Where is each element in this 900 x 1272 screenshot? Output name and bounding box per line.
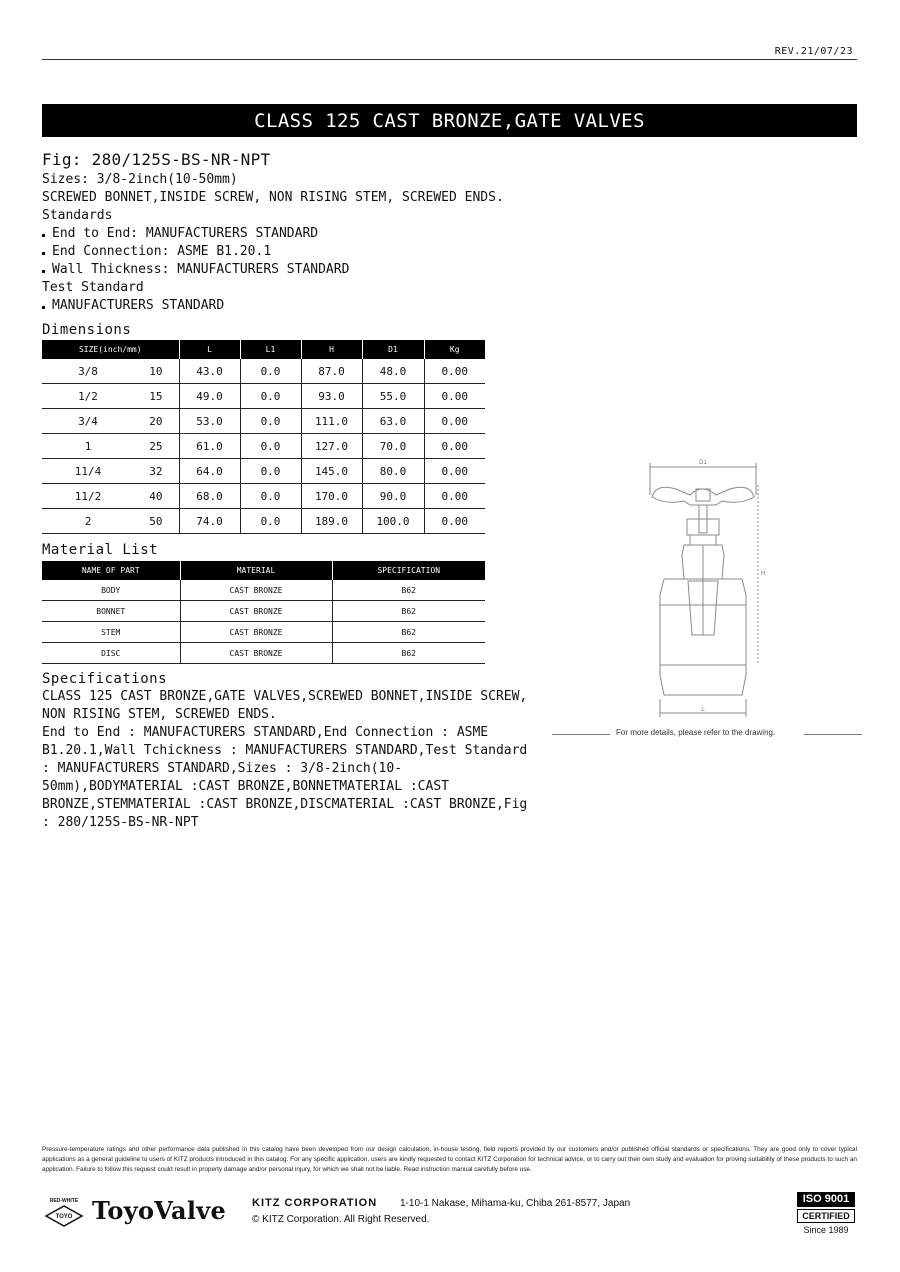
test-standard-heading: Test Standard <box>42 280 144 295</box>
h-label: H <box>761 571 766 577</box>
description-line: SCREWED BONNET,INSIDE SCREW, NON RISING STEM, SCREWED ENDS. <box>42 190 504 205</box>
table-row <box>42 409 485 434</box>
standard-item: End Connection: ASME B1.20.1 <box>42 243 542 261</box>
copyright-text: © KITZ Corporation. All Right Reserved. <box>252 1214 430 1225</box>
cell-spec: B62 <box>332 622 485 643</box>
specifications-summary: CLASS 125 CAST BRONZE,GATE VALVES,SCREWED BONNET,INSIDE SCREW, NON RISING STEM, SCREWED ENDS. <box>42 689 528 722</box>
cell-mm: 32 <box>134 459 179 484</box>
d1-label: D1 <box>699 460 707 466</box>
cell-l1: 0.0 <box>240 509 301 534</box>
cell-h: 111.0 <box>301 409 362 434</box>
cell-inch: 2 <box>42 509 134 534</box>
cell-spec: B62 <box>332 601 485 622</box>
cell-l: 53.0 <box>179 409 240 434</box>
product-header <box>42 150 542 315</box>
brand-name: ToyoValve <box>92 1196 227 1225</box>
cell-kg: 0.00 <box>424 409 485 434</box>
page-title: CLASS 125 CAST BRONZE,GATE VALVES <box>42 104 857 137</box>
test-standard-item: MANUFACTURERS STANDARD <box>42 297 542 315</box>
cell-kg: 0.00 <box>424 434 485 459</box>
table-row <box>42 434 485 459</box>
cell-kg: 0.00 <box>424 509 485 534</box>
cell-part: DISC <box>42 643 180 664</box>
cell-spec: B62 <box>332 643 485 664</box>
specifications-details: End to End : MANUFACTURERS STANDARD,End Connection : ASME B1.20.1,Wall Tchickness : MANUFACTURERS STANDARD,Test Standard : MANUFACTURERS STANDARD,Sizes : 3/8-2inch(10-50mm),BODYMATERIAL :CAST BRONZE,BONNETMATERIAL :CAST BRONZE,STEMMATERIAL :CAST BRONZE,DISCMATERIAL :CAST BRONZE,Fig : 280/125S-BS-NR-NPT <box>42 725 528 830</box>
cell-mm: 10 <box>134 359 179 384</box>
cell-l1: 0.0 <box>240 359 301 384</box>
standard-item: Wall Thickness: MANUFACTURERS STANDARD <box>42 261 542 279</box>
cell-h: 170.0 <box>301 484 362 509</box>
table-row <box>42 580 485 601</box>
cell-material: CAST BRONZE <box>180 601 332 622</box>
cell-d1: 80.0 <box>362 459 424 484</box>
cell-inch: 3/8 <box>42 359 134 384</box>
cell-l: 43.0 <box>179 359 240 384</box>
company-address: 1-10-1 Nakase, Mihama-ku, Chiba 261-8577, Japan <box>400 1198 631 1209</box>
cell-inch: 11/2 <box>42 484 134 509</box>
standards-heading: Standards <box>42 208 113 223</box>
cell-h: 93.0 <box>301 384 362 409</box>
cell-h: 127.0 <box>301 434 362 459</box>
figure-number: Fig: 280/125S-BS-NR-NPT <box>42 150 271 169</box>
column-header-kg: Kg <box>424 340 485 359</box>
table-row <box>42 484 485 509</box>
cell-inch: 1/2 <box>42 384 134 409</box>
column-header-l1: L1 <box>240 340 301 359</box>
specifications-heading: Specifications <box>42 671 168 687</box>
table-row <box>42 643 485 664</box>
cell-d1: 70.0 <box>362 434 424 459</box>
cell-h: 189.0 <box>301 509 362 534</box>
cell-mm: 15 <box>134 384 179 409</box>
material-table <box>42 561 485 664</box>
standard-item: End to End: MANUFACTURERS STANDARD <box>42 225 542 243</box>
table-row <box>42 459 485 484</box>
cell-inch: 1 <box>42 434 134 459</box>
cell-material: CAST BRONZE <box>180 643 332 664</box>
cell-l1: 0.0 <box>240 409 301 434</box>
cell-material: CAST BRONZE <box>180 580 332 601</box>
cell-kg: 0.00 <box>424 459 485 484</box>
specifications-body <box>42 688 542 832</box>
cell-d1: 63.0 <box>362 409 424 434</box>
table-row <box>42 359 485 384</box>
cell-l: 49.0 <box>179 384 240 409</box>
cell-mm: 50 <box>134 509 179 534</box>
cell-part: BODY <box>42 580 180 601</box>
revision-label: REV.21/07/23 <box>774 46 853 57</box>
cell-part: STEM <box>42 622 180 643</box>
column-header-specification: SPECIFICATION <box>332 561 485 580</box>
table-row <box>42 601 485 622</box>
cell-inch: 3/4 <box>42 409 134 434</box>
dimensions-table <box>42 340 485 534</box>
red-white-logo <box>42 1196 86 1232</box>
table-row <box>42 509 485 534</box>
handwheel-shape <box>652 487 754 505</box>
drawing-caption-text: For more details, please refer to the drawing. <box>616 728 776 737</box>
cell-kg: 0.00 <box>424 484 485 509</box>
column-header-material: MATERIAL <box>180 561 332 580</box>
cell-d1: 48.0 <box>362 359 424 384</box>
cell-inch: 11/4 <box>42 459 134 484</box>
drawing-caption <box>552 728 862 740</box>
disclaimer-text: Pressure-temperature ratings and other performance data published in this catalog have been developed from our design calculation, in-house testing, field reports provided by our customers and/or published official standards or specifications. They are good only to cover typical applications as a general guideline to users of KITZ products introduced in this catalog. For any specific application, users are kindly requested to contact KITZ Corporation for technical advice, or to carry out their own study and evaluation for proving suitability of these products to such an application. Failure to follow this request could result in property damage and/or personal injury, for which we shall not be liable. Read instruction manual carefully before use. <box>42 1146 857 1173</box>
column-header-l: L <box>179 340 240 359</box>
cell-d1: 90.0 <box>362 484 424 509</box>
logo-mark-text: TOYO <box>55 1214 73 1220</box>
cell-h: 145.0 <box>301 459 362 484</box>
cell-kg: 0.00 <box>424 359 485 384</box>
top-divider <box>42 59 857 60</box>
dimensions-heading: Dimensions <box>42 322 132 338</box>
column-header-h: H <box>301 340 362 359</box>
valve-drawing <box>632 455 782 725</box>
cell-l: 64.0 <box>179 459 240 484</box>
iso-label: ISO 9001 <box>797 1192 855 1207</box>
cell-l: 61.0 <box>179 434 240 459</box>
cell-l: 68.0 <box>179 484 240 509</box>
cell-mm: 40 <box>134 484 179 509</box>
cell-kg: 0.00 <box>424 384 485 409</box>
column-header-part: NAME OF PART <box>42 561 180 580</box>
cell-h: 87.0 <box>301 359 362 384</box>
l-label: L <box>701 707 705 713</box>
cell-material: CAST BRONZE <box>180 622 332 643</box>
table-row <box>42 622 485 643</box>
column-header-d1: D1 <box>362 340 424 359</box>
cell-mm: 20 <box>134 409 179 434</box>
certified-label: CERTIFIED <box>797 1209 855 1223</box>
table-header-row <box>42 340 485 359</box>
cell-l1: 0.0 <box>240 384 301 409</box>
sizes-line: Sizes: 3/8-2inch(10-50mm) <box>42 172 238 187</box>
column-header-size: SIZE(inch/mm) <box>42 340 179 359</box>
table-row <box>42 384 485 409</box>
table-header-row <box>42 561 485 580</box>
since-label: Since 1989 <box>803 1225 849 1235</box>
iso-certification-badge <box>797 1192 855 1235</box>
logo-top-text: RED-WHITE <box>49 1198 79 1204</box>
cell-l1: 0.0 <box>240 484 301 509</box>
company-name: KITZ CORPORATION <box>252 1197 378 1209</box>
cell-spec: B62 <box>332 580 485 601</box>
cell-part: BONNET <box>42 601 180 622</box>
cell-d1: 100.0 <box>362 509 424 534</box>
cell-mm: 25 <box>134 434 179 459</box>
material-list-heading: Material List <box>42 542 159 558</box>
cell-l1: 0.0 <box>240 459 301 484</box>
cell-d1: 55.0 <box>362 384 424 409</box>
cell-l1: 0.0 <box>240 434 301 459</box>
cell-l: 74.0 <box>179 509 240 534</box>
